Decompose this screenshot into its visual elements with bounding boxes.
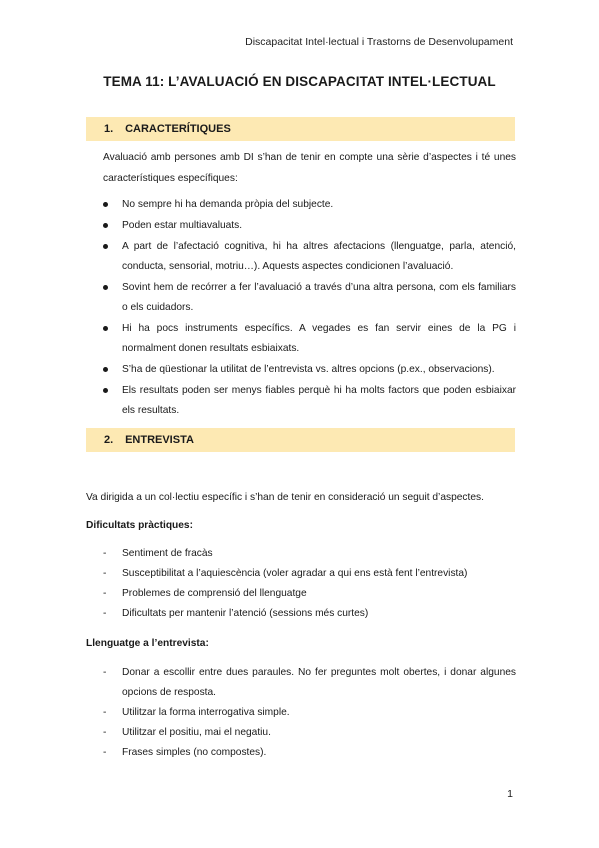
section-intro-paragraph: Va dirigida a un col·lectiu específic i s’han de tenir en consideració un seguit d’aspectes. <box>86 492 484 503</box>
list-item: - Donar a escollir entre dues paraules. No fer preguntes molt obertes, i donar algunes opcions de resposta. <box>103 663 516 703</box>
dash-marker: - <box>103 568 107 579</box>
section-number: 1. <box>104 123 114 135</box>
list-item: No sempre hi ha demanda pròpia del subjecte. <box>103 195 516 215</box>
dash-marker: - <box>103 548 107 559</box>
list-item: - Utilitzar el positiu, mai el negatiu. <box>103 723 516 743</box>
list-item: - Susceptibilitat a l’aquiescència (voler agradar a qui ens està fent l’entrevista) <box>103 564 516 584</box>
list-item: - Sentiment de fracàs <box>103 544 516 564</box>
section-number: 2. <box>104 434 114 446</box>
language-dash-list <box>103 663 516 763</box>
bullet-icon <box>103 326 108 331</box>
bullet-icon <box>103 244 108 249</box>
dash-marker: - <box>103 588 107 599</box>
list-item: A part de l’afectació cognitiva, hi ha altres afectacions (llenguatge, parla, atenció, conducta, sensorial, motriu…). Aquests aspectes condicionen l’avaluació. <box>103 237 516 277</box>
bullet-icon <box>103 202 108 207</box>
section-heading-caracteristiques <box>86 117 515 141</box>
difficulties-dash-list <box>103 544 516 624</box>
document-title: TEMA 11: L’AVALUACIÓ EN DISCAPACITAT INTEL·LECTUAL <box>103 74 496 89</box>
list-item: Els resultats poden ser menys fiables perquè hi ha molts factors que poden esbiaixar els resultats. <box>103 381 516 421</box>
section-heading-text: CARACTERÍTIQUES <box>125 123 231 135</box>
list-item: Sovint hem de recórrer a fer l’avaluació a través d’una altra persona, com els familiars o els cuidadors. <box>103 278 516 318</box>
page-number: 1 <box>507 788 513 800</box>
running-header: Discapacitat Intel·lectual i Trastorns de Desenvolupament <box>245 36 513 48</box>
bullet-icon <box>103 388 108 393</box>
list-item: - Problemes de comprensió del llenguatge <box>103 584 516 604</box>
list-item: Poden estar multiavaluats. <box>103 216 516 236</box>
dash-marker: - <box>103 707 107 718</box>
section-heading-text: ENTREVISTA <box>125 434 194 446</box>
dash-marker: - <box>103 747 107 758</box>
bullet-icon <box>103 367 108 372</box>
characteristics-bullet-list <box>103 195 516 421</box>
list-item: S’ha de qüestionar la utilitat de l’entrevista vs. altres opcions (p.ex., observacions). <box>103 360 516 380</box>
list-item: - Frases simples (no compostes). <box>103 743 516 763</box>
subsection-heading-dificultats: Dificultats pràctiques: <box>86 520 193 531</box>
list-item: - Utilitzar la forma interrogativa simple. <box>103 703 516 723</box>
bullet-icon <box>103 223 108 228</box>
dash-marker: - <box>103 608 107 619</box>
section-intro-paragraph: Avaluació amb persones amb DI s’han de tenir en compte una sèrie d’aspectes i té unes característiques específiques: <box>103 152 516 184</box>
list-item: - Dificultats per mantenir l’atenció (sessions més curtes) <box>103 604 516 624</box>
list-item: Hi ha pocs instruments específics. A vegades es fan servir eines de la PG i normalment donen resultats esbiaixats. <box>103 319 516 359</box>
section-heading-entrevista <box>86 428 515 452</box>
dash-marker: - <box>103 667 107 678</box>
bullet-icon <box>103 285 108 290</box>
subsection-heading-llenguatge: Llenguatge a l’entrevista: <box>86 638 209 649</box>
dash-marker: - <box>103 727 107 738</box>
